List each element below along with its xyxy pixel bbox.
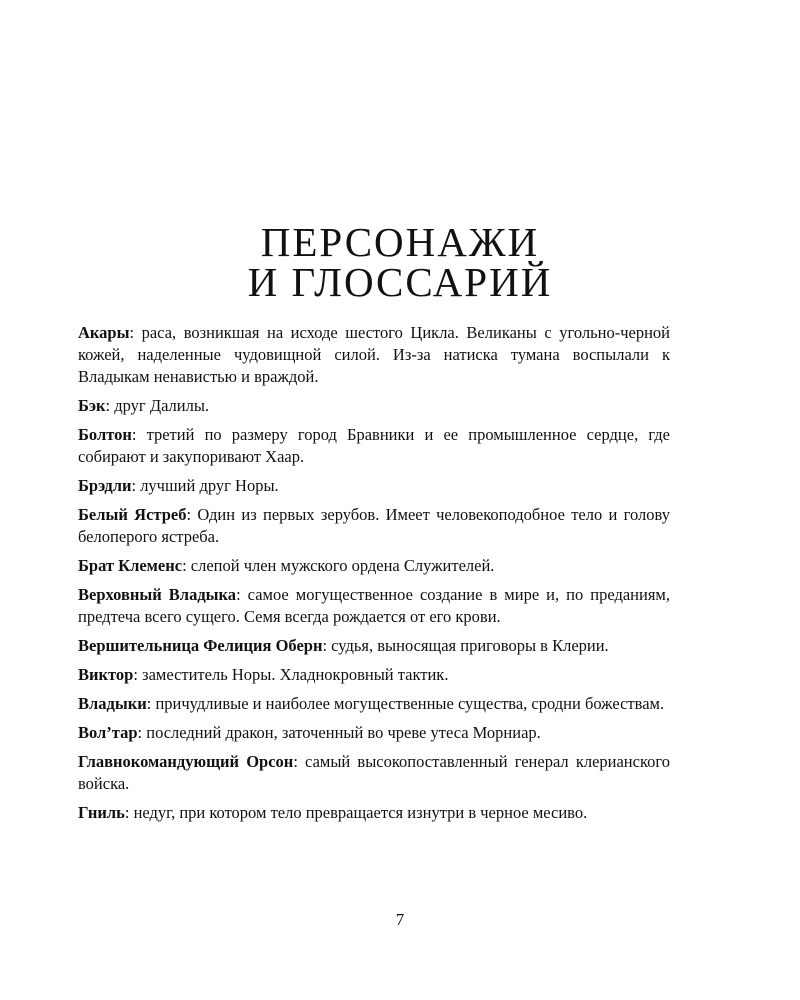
glossary-term: Гниль (78, 803, 125, 822)
glossary-entry (78, 751, 670, 795)
glossary-entry (78, 395, 670, 417)
glossary-term: Брэдли (78, 476, 132, 495)
glossary-entry (78, 722, 670, 744)
glossary-definition: : причудливые и наиболее могущественные существа, сродни божествам. (146, 694, 665, 713)
glossary-entry (78, 635, 670, 657)
glossary-definition: : Один из первых зерубов. Имеет человекоподобное тело и голову белоперого ястреба. (78, 505, 670, 546)
glossary-definition: : слепой член мужского ордена Служителей. (182, 556, 495, 575)
glossary-term: Акары (78, 323, 130, 342)
glossary-term: Вершительница Фелиция Оберн (78, 636, 323, 655)
glossary-term: Бэк (78, 396, 106, 415)
glossary-definition: : самый высокопоставленный генерал клерианского войска. (78, 752, 670, 793)
glossary-entry (78, 322, 670, 388)
glossary-entry (78, 555, 670, 577)
glossary-list (78, 322, 670, 831)
glossary-entry (78, 664, 670, 686)
glossary-term: Виктор (78, 665, 134, 684)
glossary-entry (78, 475, 670, 497)
glossary-entry (78, 802, 670, 824)
glossary-entry (78, 693, 670, 715)
glossary-entry (78, 504, 670, 548)
glossary-definition: : самое могущественное создание в мире и, по преданиям, предтеча всего сущего. Семя всегда рождается от его крови. (78, 585, 670, 626)
glossary-term: Главнокомандующий Орсон (78, 752, 294, 771)
page-title-line-2: И ГЛОССАРИЙ (247, 259, 553, 305)
glossary-term: Брат Клеменс (78, 556, 183, 575)
glossary-definition: : последний дракон, заточенный во чреве утеса Морниар. (137, 723, 541, 742)
glossary-term: Белый Ястреб (78, 505, 187, 524)
glossary-term: Вол’тар (78, 723, 138, 742)
glossary-definition: : друг Далилы. (105, 396, 210, 415)
page-title-line-1: ПЕРСОНАЖИ (260, 219, 540, 265)
glossary-term: Верховный Владыка (78, 585, 237, 604)
glossary-definition: : лучший друг Норы. (131, 476, 279, 495)
glossary-term: Владыки (78, 694, 147, 713)
glossary-definition: : судья, выносящая приговоры в Клерии. (322, 636, 609, 655)
glossary-definition: : заместитель Норы. Хладнокровный тактик. (133, 665, 449, 684)
glossary-definition: : раса, возникшая на исходе шестого Цикла. Великаны с угольно-черной кожей, наделенные чудовищной силой. Из-за натиска тумана воспылали к Владыкам ненавистью и враждой. (78, 323, 670, 386)
glossary-term: Болтон (78, 425, 132, 444)
glossary-entry (78, 424, 670, 468)
page-number: 7 (395, 910, 405, 929)
glossary-entry (78, 584, 670, 628)
glossary-definition: : недуг, при котором тело превращается изнутри в черное месиво. (124, 803, 588, 822)
glossary-definition: : третий по размеру город Бравники и ее промышленное сердце, где собирают и закупоривают Хаар. (78, 425, 670, 466)
